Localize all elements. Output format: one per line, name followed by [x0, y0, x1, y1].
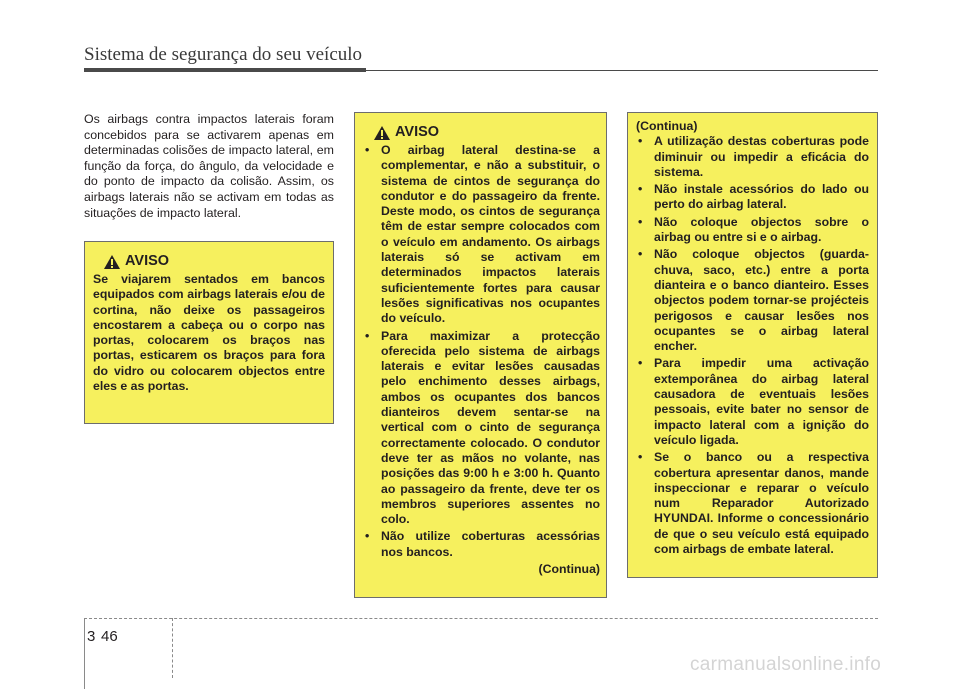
footer-divider — [84, 618, 85, 689]
warning-list-item: • Para maximizar a protecção oferecida pelo sistema de airbags laterais e evitar lesões causadas pelo enchimento desses airbags, ambos os ocupantes dos bancos dianteiros devem sentar-se na vertical com o cinto de segurança correctamente colocado. O condutor deve ter as mãos no volante, nas posições das 9:00 h e 3:00 h. Quanto ao passageiro da frente, deve ter os membros superiores assentes no colo. — [363, 329, 600, 528]
watermark: carmanualsonline.info — [690, 654, 882, 675]
footer-divider-dashed — [172, 618, 174, 678]
warning-list-item: • Se o banco ou a respectiva cobertura apresentar danos, mande inspeccionar e reparar o veículo num Reparador Autorizado HYUNDAI. Informe o concessionário de que o seu veículo está equipado com airbags de embate lateral. — [636, 450, 869, 557]
warning-title: AVISO — [125, 253, 170, 270]
warning-triangle-icon — [103, 254, 121, 270]
warning-list — [363, 143, 600, 560]
warning-triangle-icon — [373, 125, 391, 141]
warning-box-seating — [84, 241, 334, 424]
warning-heading — [373, 125, 600, 141]
header-rule — [84, 68, 366, 72]
warning-list-item: • A utilização destas coberturas pode diminuir ou impedir a eficácia do sistema. — [636, 134, 869, 180]
warning-list-item: • Não coloque objectos (guarda-chuva, saco, etc.) entre a porta dianteira e o banco dianteiro. Esses objectos podem tornar-se projécteis perigosos e causar lesões nos ocupantes se o airbag lateral encher. — [636, 247, 869, 354]
warning-text: Se viajarem sentados em bancos equipados com airbags laterais e/ou de cortina, não deixe os passageiros encostarem a cabeça ou o corpo nas portas, colocarem os braços nas portas, esticarem os braços para fora do vidro ou colocarem objectos entre eles e as portas. — [93, 272, 325, 394]
warning-list-item: • Não utilize coberturas acessórias nos bancos. — [363, 529, 600, 560]
warning-box-continued — [627, 112, 878, 578]
continued-label: (Continua) — [636, 119, 698, 133]
intro-paragraph: Os airbags contra impactos laterais foram concebidos para se activarem apenas em determinadas colisões de impacto lateral, em função da força, do ângulo, da velocidade e do ponto de impacto da colisão. Assim, os airbags laterais não se activam em todas as situações de impacto lateral. — [84, 112, 334, 220]
footer-rule — [84, 618, 878, 619]
header-rule-thin — [366, 70, 878, 71]
warning-list-item: • Não instale acessórios do lado ou perto do airbag lateral. — [636, 182, 869, 213]
warning-box-side-airbag — [354, 112, 607, 598]
page-header-title: Sistema de segurança do seu veículo — [84, 44, 363, 65]
chapter-number: 3 — [87, 628, 96, 645]
warning-list-item: • Não coloque objectos sobre o airbag ou entre si e o airbag. — [636, 215, 869, 246]
page-number: 46 — [101, 628, 118, 645]
warning-list-item: • O airbag lateral destina-se a complementar, e não a substituir, o sistema de cintos de segurança do condutor e do passageiro da frente. Deste modo, os cintos de segurança têm de estar sempre colocados com o veículo em andamento. Os airbags laterais só se activam em determinados impactos laterais suficientemente fortes para causar lesões significativas nos ocupantes do veículo. — [363, 143, 600, 327]
warning-title: AVISO — [395, 124, 440, 141]
continued-label: (Continua) — [538, 562, 600, 577]
warning-heading — [103, 254, 325, 270]
warning-list — [636, 134, 869, 557]
warning-list-item: • Para impedir uma activação extemporânea do airbag lateral causadora de eventuais lesões pessoais, evite bater no sensor de impacto lateral com a ignição do veículo ligada. — [636, 356, 869, 448]
